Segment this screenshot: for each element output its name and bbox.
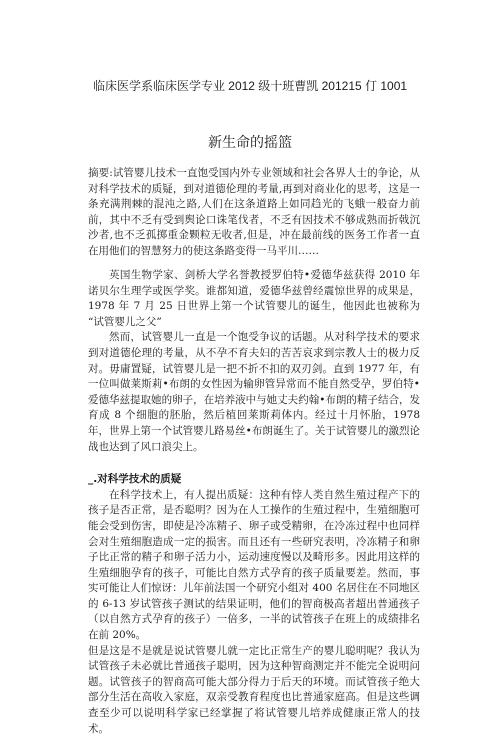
document-body [88, 268, 420, 737]
section-paragraph: 但是这是不是就是说试管婴儿就一定比正常生产的婴儿聪明呢？我认为试管孩子未必就比普通孩子聪明，因为这种智商测定并不能完全说明问题。试管孩子的智商高可能大部分得力于后天的环境。而试管孩子绝大部分生活在高收入家庭，双亲受教育程度也比普通家庭高。但是这些调查至少可以说明科学家已经掌握了将试管婴儿培养成健康正常人的技术。 [88, 644, 420, 735]
abstract-paragraph: 摘要:试管婴儿技术一直饱受国内外专业领域和社会各界人士的争论，从对科学技术的质疑，到对道德伦理的考量,再到对商业化的思考，这是一条充满荆棘的混沌之路,人们在这条道路上如同趋光的飞蛾一般奋力前前，其中不乏有受到舆论口诛笔伐者，不乏有因技术不够成熟而折戟沉沙者,也不乏孤掷重金颗粒无收者,但是，冲在最前线的医务工作者一直在用他们的智慧努力的使这条路变得一马平川…… [88, 167, 420, 257]
body-paragraph: 英国生物学家、剑桥大学名誉教授罗伯特•爱德华兹获得 2010 年诺贝尔生理学或医学奖。谁都知道，爱德华兹曾经震惊世界的成果是，1978 年 7 月 25 日世界上第一个试管婴儿的诞生，他因此也被称为 “试管婴儿之父” [88, 269, 420, 328]
document-header: 临床医学系临床医学专业 2012 级十班曹凯 201215 仃 1001 [92, 79, 408, 93]
document-title: 新生命的摇篮 [208, 135, 292, 151]
section-paragraph: 在科学技术上，有人提出质疑：这种有悖人类自然生殖过程产下的孩子是否正常，是否聪明？因为在人工操作的生殖过程中，生殖细胞可能会受到伤害，即使是冷冻精子、卵子或受精卵，在冷冻过程中也同样会对生殖细胞造成一定的损害。而且还有一些研究表明，冷冻精子和卵子比正常的精子和卵子活力小，运动速度慢以及畸形多。因此用这样的生殖细胞孕育的孩子，可能比自然方式孕育的孩子质量要差。然而，事实可能让人们惊讶：儿年前法国一个研究小组对 400 名居住在不同地区的 6-13 岁试管孩子测试的结果证明，他们的智商极高者超出普通孩子（以自然方式孕育的孩子）一倍多，一半的试管孩子在班上的成绩排名在前 20%。 [88, 488, 420, 642]
body-paragraph: 然而，试管婴儿一直是一个饱受争议的话题。从对科学技术的要求到对道德伦理的考量，从不孕不育夫妇的苦苦哀求到宗教人士的极力反对。毋庸置疑，试管婴儿是一把不折不扣的双刃剑。直到 1977 年，有一位叫做莱斯莉•布朗的女性因为输卵管异常而不能自然受孕，罗伯特•爱德华兹提取她的卵子，在培养液中与她丈夫约翰•布朗的精子结合，发育成 8 个细胞的胚胎，然后植回莱斯莉体内。经过十月怀胎，1978 年，世界上第一个试管婴儿路易丝•布朗诞生了。关于试管婴儿的激烈论战也达到了风口浪尖上。 [88, 331, 420, 453]
section-heading: _.对科学技术的质疑 [88, 473, 182, 486]
